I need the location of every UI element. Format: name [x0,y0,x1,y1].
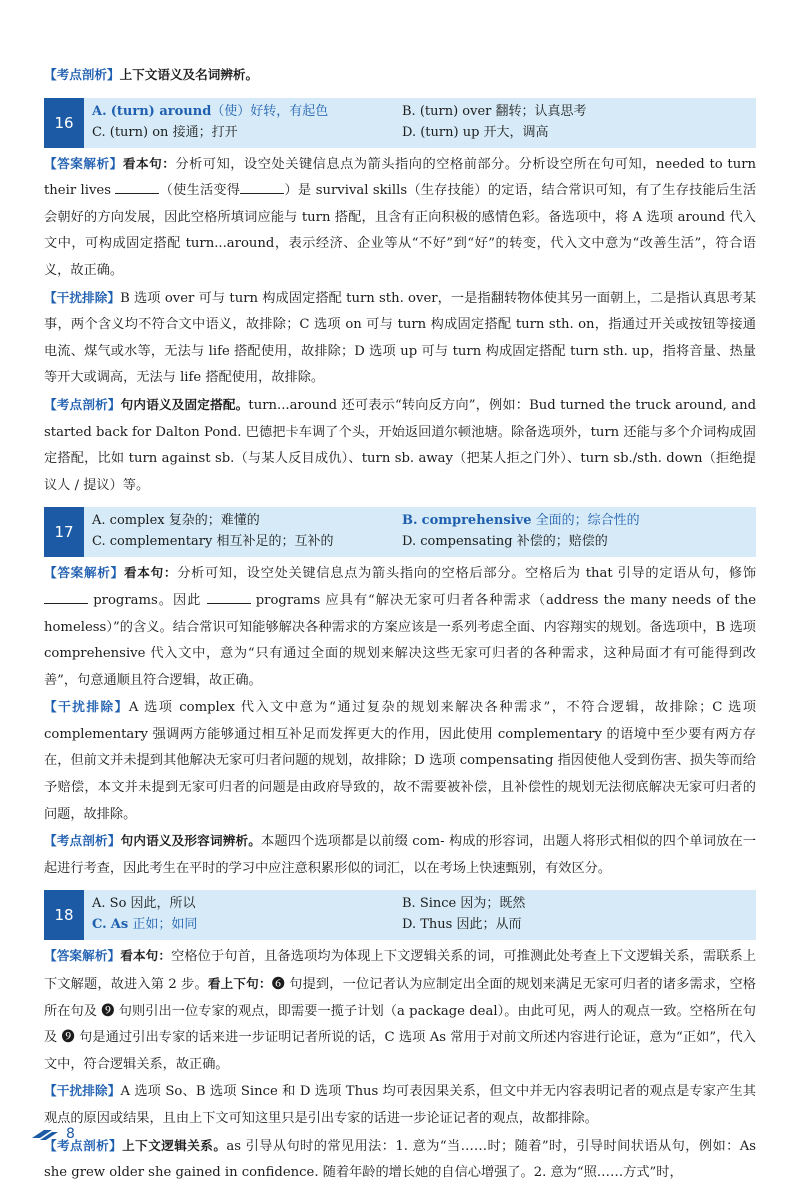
option-a [92,894,196,914]
page-footer [30,1126,75,1142]
text: 本题四个选项都是以前缀 com- 构成的形容词，出题人将形式相似的四个单词放在一起进行考查，因此考生在平时的学习中应注意积累形似的词汇，以在考场上快速甄别，有效区分。 [44,834,757,876]
option-b [402,511,640,531]
option-letter: D. [402,124,417,140]
text: A 选项 So、B 选项 Since 和 D 选项 Thus 均可表因果关系，但文中并无内容表明记者的观点是专家产生其观点的原因或结果，且由上下文可知这里只是引出专家的话进一步论证记者的观点，故都排除。 [44,1084,756,1126]
text: 空格位于句首，且备选项均为体现上下文逻辑关系的词，可推测此处考查上下文逻辑关系，需联系上下文解题，故进入第 2 步。 [44,949,757,993]
option-word: (turn) up [420,124,480,140]
text: ）是 survival skills（生存技能）的定语，结合常识可知，有了生存技能后生活会朝好的方向发展，因此空格所填词应能与 turn 搭配，且含有正向积极的感情色彩。备选项中，将 A 选项 around 代入文中，可构成固定搭配 turn...around，表示经济、企业等从“不好”到“好”的转变，代入文中意为“改善生活”，符合语义，故正确。 [44,183,757,278]
option-meaning: 翻转；认真思考 [495,103,587,119]
option-d [402,123,549,143]
option-letter: B. [402,103,416,119]
page-number: 8 [66,1126,75,1142]
option-word: (turn) around [110,103,212,119]
tag-answer: 【答案解析】 [44,565,124,581]
option-word: As [110,917,129,933]
q17-distractor-elimination [44,694,756,828]
text: B 选项 over 可与 turn 构成固定搭配 turn sth. over，一是指翻转物体使其另一面朝上，二是指认真思考某事，两个含义均不符合文中语义，故排除；C 选项 on 可与 turn 构成固定搭配 turn sth. on，指通过开关或按钮等接通电流、煤气或水等，无法与 life 搭配使用，故排除；D 选项 up 可与 turn 构成固定搭配 turn sth. up，指将音量、热量等开大或调高，无法与 life 搭配使用，故排除。 [44,290,757,386]
option-a [92,102,328,122]
text: 分析可知，设空处关键信息点为箭头指向的空格前部分。分析设空所在句可知，needed to turn their lives [44,156,757,199]
option-word: Since [419,896,457,912]
footer-stripe-icon [30,1126,60,1142]
tag-distract: 【干扰排除】 [44,699,129,715]
option-meaning: 全面的；综合性的 [535,513,640,529]
lead: 看本句： [122,155,176,171]
option-meaning: 接通；打开 [172,124,238,140]
lead: 看上下句： [207,976,272,992]
option-a [92,511,260,531]
intro-point [44,62,756,90]
question-number: 17 [44,507,84,557]
question-number: 16 [44,98,84,148]
option-meaning: 复杂的；难懂的 [168,513,260,529]
text: turn...around 还可表示“转向反方向”，例如：Bud turned the truck around, and started back for Dalton Pond. 巴德把卡车调了个头，开始返回道尔顿池塘。除备选项外，turn 还能与多个介词构成固定搭配，比如 turn against sb.（与某人反目成仇）、turn sb. away（把某人拒之门外）、turn sb./sth. down（拒绝提议人 / 提议）等。 [44,397,757,493]
option-c [92,123,238,143]
option-letter: C. [92,917,107,933]
tag-answer: 【答案解析】 [44,155,123,171]
tag-distract: 【干扰排除】 [44,289,121,305]
option-letter: B. [402,896,416,912]
option-letter: B. [402,513,418,529]
q17-answer-analysis [44,560,756,694]
tag-point: 【考点剖析】 [44,833,121,849]
tag-point: 【考点剖析】 [44,67,120,82]
intro-lead: 上下文语义及名词辨析。 [119,67,259,82]
blank-line [207,591,251,604]
option-word: Thus [420,917,453,933]
option-word: comprehensive [421,513,532,529]
option-d [402,915,521,935]
blank-line [240,181,284,194]
option-letter: A. [92,103,107,119]
option-c [92,532,333,552]
option-word: complementary [109,534,213,550]
lead: 看本句： [120,948,172,964]
option-meaning: （使）好转，有起色 [211,103,329,119]
question-18-options [44,890,756,940]
q16-answer-analysis [44,151,756,285]
lead: 看本句： [123,565,178,581]
option-word: compensating [420,534,513,550]
option-meaning: 因为；既然 [460,896,526,912]
q17-point-analysis [44,828,756,882]
option-meaning: 开大，调高 [483,124,549,140]
blank-line [44,591,88,604]
option-word: So [109,896,127,912]
question-number: 18 [44,890,84,940]
option-meaning: 相互补足的；互补的 [216,534,334,550]
option-meaning: 补偿的；赔偿的 [516,534,608,550]
option-letter: C. [92,534,106,550]
option-letter: A. [92,513,106,529]
option-b [402,894,525,914]
text: as 引导从句时的常见用法：1. 意为“当……时；随着”时，引导时间状语从句，例如：As she grew older she gained in confidence. 随着年龄的增长她的自信心增强了。2. 意为“照……方式”时， [44,1138,757,1181]
option-meaning: 因此；从而 [456,917,522,933]
q16-distractor-elimination [44,285,756,392]
option-word: (turn) on [109,124,169,140]
text: programs 应具有“解决无家可归者各种需求（address the many needs of the homeless）”的含义。结合常识可知能够解决各种需求的方案应该是一系列考虑全面、内容翔实的规划。备选项中，B 选项 comprehensive 代入文中，意为“只有通过全面的规划来解决这些无家可归者的各种需求，这种局面才有可能得到改善”，句意通顺且符合逻辑，故正确。 [44,592,756,688]
option-letter: D. [402,917,417,933]
text: programs。因此 [93,592,202,608]
tag-distract: 【干扰排除】 [44,1083,121,1099]
option-word: (turn) over [419,103,492,119]
blank-line [115,181,159,194]
option-letter: A. [92,896,106,912]
question-17-options [44,507,756,557]
option-meaning: 因此，所以 [130,896,196,912]
option-c [92,915,197,935]
tag-point: 【考点剖析】 [44,1137,123,1153]
lead: 句内语义及形容词辨析。 [120,833,261,849]
text: A 选项 complex 代入文中意为“通过复杂的规划来解决各种需求”，不符合逻辑，故排除；C 选项 complementary 强调两方能够通过相互补足而发挥更大的作用，因此使用 complementary 的语境中至少要有两方存在，但前文并未提到其他解决无家可归者问题的规划，故排除；D 选项 compensating 指因使他人受到伤害、损失等而给予赔偿，本文并未提到无家可归者的问题是由政府导致的，故不需要被补偿，且补偿性的规划无法彻底解决无家可归者的问题，故排除。 [44,700,757,822]
q16-point-analysis [44,392,756,499]
lead: 句内语义及固定搭配。 [120,396,249,412]
option-d [402,532,608,552]
q18-distractor-elimination [44,1078,756,1132]
option-b [402,102,587,122]
option-letter: C. [92,124,106,140]
option-word: complex [109,513,165,529]
text: ❻ 句提到，一位记者认为应制定出全面的规划来满足无家可归者的诸多需求，空格所在句及 ❾ 句则引出一位专家的观点，即需要一揽子计划（a package deal）。由此可见，两人的观点一致。空格所在句及 ❾ 句是通过引出专家的话来进一步证明记者所说的话，C 选项 As 常用于对前文所述内容进行论证，意为“正如”，代入文中，符合逻辑关系，故正确。 [44,977,756,1072]
text: （使生活变得 [159,183,241,199]
q18-answer-analysis [44,943,756,1078]
option-meaning: 正如；如同 [132,917,198,933]
tag-answer: 【答案解析】 [44,948,121,964]
lead: 上下文逻辑关系。 [122,1137,227,1153]
tag-point: 【考点剖析】 [44,396,121,412]
q18-point-analysis [44,1133,756,1187]
text: 分析可知，设空处关键信息点为箭头指向的空格后部分。空格后为 that 引导的定语从句，修饰 [177,566,757,582]
question-16-options [44,98,756,148]
option-letter: D. [402,534,417,550]
